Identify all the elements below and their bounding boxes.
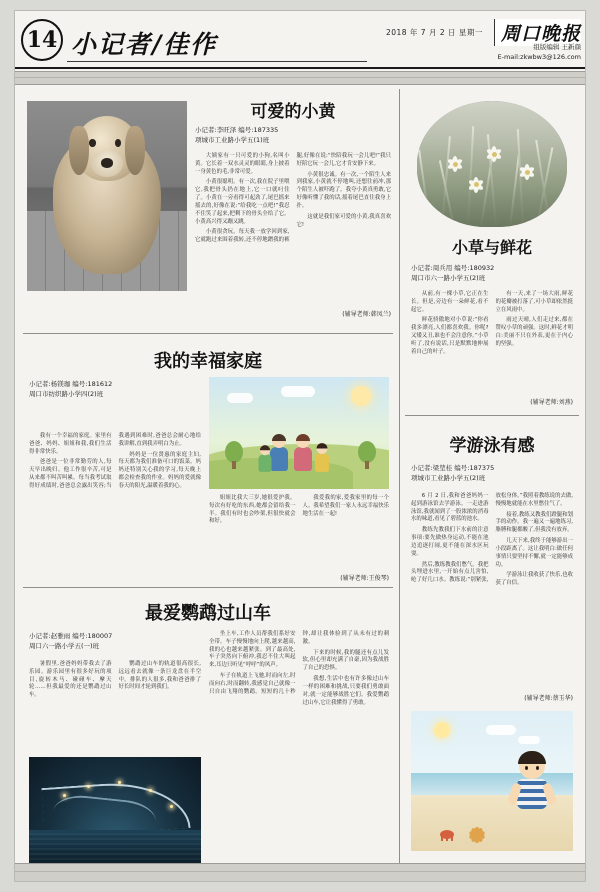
article-coaster-title: 最爱鹦鹉过山车 [145, 603, 271, 624]
masthead-right [386, 19, 581, 46]
newspaper-logo: 周口晚报 [494, 19, 581, 46]
article-swim [405, 419, 579, 875]
article-family [23, 337, 393, 589]
byline-school: 项城市工业路小学五(1)班 [195, 136, 270, 145]
article-family-body-left: 我有一个幸福的家庭。家里有爸爸、妈妈、姐姐和我,我们生活得非常快乐。 爸爸是一位非常勤劳的人,每天早出晚归。他工作很辛苦,可是从来都不叫苦叫累。每当我考试取得好成绩时,爸爸总会露出笑容;当我遇到困难时,爸爸总会耐心地给我讲解,直到我弄明白为止。 妈妈是一位贤惠的家庭主妇,每天都为我们准备可口的饭菜。妈妈还特别关心我的学习,每天晚上都会检查我的作业。妈妈的爱就像春天的阳光,温暖着我的心。 [29, 433, 201, 489]
article-dog-title: 可爱的小黄 [250, 102, 336, 122]
article-divider [405, 415, 579, 416]
masthead-credits [498, 43, 582, 63]
coaster-photo [29, 757, 201, 865]
page-title: 小记者/佳作 [71, 30, 218, 59]
flowers-photo [417, 101, 567, 227]
article-grass-title: 小草与鲜花 [451, 238, 532, 257]
article-family-body-right: 姐姐比我大三岁,她很爱护我。每次有好吃的东西,她都会留给我一半。我们有时也会吵架,但很快就会和好。 我爱我的家,爱我家里的每一个人。我希望我们一家人永远幸福快乐地生活在一起! [209, 495, 389, 525]
masthead [15, 11, 585, 69]
article-swim-credit: (辅导老师:蔡玉华) [524, 695, 573, 702]
article-grass-body: 从前,有一棵小草,它正在生长。但是,旁边有一朵鲜花,看不起它。 鲜花骄傲地对小草说:“你看我多漂亮,人们都喜欢我。你呢?又矮又丑,谁也不会注意你。”小草听了,没有说话,只是默默地伸展着自己的叶子。 有一天,来了一场大雨,鲜花的花瓣被打落了,可小草却依然挺立在风雨中。 雨过天晴,人们走过来,都在赞叹小草的顽强。这时,鲜花才明白:美丽不只在外表,更在于内心的坚强。 [411, 291, 573, 355]
byline-reporter: 小记者:杨镁珈 编号:181612 [29, 380, 113, 388]
byline-school: 项城市工业路小学五(2)班 [411, 474, 486, 483]
article-family-title: 我的幸福家庭 [154, 351, 262, 372]
byline-reporter: 小记者:赵雅雨 编号:180007 [29, 632, 113, 640]
decorative-band-top [15, 71, 585, 85]
byline-reporter: 小记者:梁堃桂 编号:187375 [411, 464, 495, 472]
article-family-credit: (辅导老师:王俊琴) [340, 575, 389, 582]
article-family-byline [29, 379, 199, 400]
right-column [405, 89, 579, 875]
article-dog [23, 89, 393, 337]
email-line: E-mail:zkwbw3@126.com [497, 52, 581, 61]
article-coaster-body-a: 暑假里,爸爸妈妈带我去了游乐园。游乐园里有很多好玩的项目,旋转木马、碰碰车、摩天轮……但我最爱的还是鹦鹉过山车。 鹦鹉过山车的轨道很高很长,远远看去就像一条巨龙盘在半空中。排队的人很多,我和爸爸排了好长时间才轮到我们。 [29, 661, 201, 699]
article-dog-body: 大姨家有一只可爱的小狗,名叫小黄。它长着一双水灵灵的眼睛,身上披着一身黄色的毛,非常可爱。 小黄很聪明。有一次,我在院子里喂它,我把骨头扔在地上,它一口就叼住了。小黄在一旁看得可起劲了,尾巴摇来摇去的,好像在说:“给我吃一点吧!”我忍不住笑了起来,把剩下的骨头全给了它。小黄高兴得又蹦又跳。 小黄很贪玩。每天我一放学回到家,它就跑过来围着我转,还不停地蹭我的裤腿,好像在说:“快陪我玩一会儿吧!”我只好陪它玩一会儿,它才肯安静下来。 小黄很忠诚。有一次,一个陌生人来到我家,小黄就不停地叫,还想往前冲,那个陌生人被吓跑了。我夸小黄真勇敢,它好像听懂了我的话,摇着尾巴直往我身上扑。 这就是我们家可爱的小黄,我真喜欢它! [195, 153, 391, 244]
article-swim-title: 学游泳有感 [449, 436, 535, 456]
article-coaster-body-b: 坐上车,工作人员帮我们系好安全带。车子慢慢地向上爬,越来越高,我的心也越来越紧张。到了最高处,车子突然向下俯冲,我忍不住大叫起来,耳边只听见“呼呼”的风声。 车子在轨道上飞驰,时而向左,时而向右,时而翻转,我感觉自己就像一只自由飞翔的鹦鹉。短短的几十秒钟,却让我体验到了从未有过的刺激。 下来的时候,我的腿还有点儿发软,但心里却充满了自豪,因为我战胜了自己的恐惧。 我想,生活中也有许多像过山车一样的困难和挑战,只要我们勇敢面对,就一定能够战胜它们。我爱鹦鹉过山车,它让我懂得了勇敢。 [209, 631, 389, 706]
article-divider [23, 333, 393, 334]
left-column [23, 89, 393, 875]
article-swim-body: 6 月 2 日,我和爸爸妈妈一起到游泳馆去学游泳。一走进游泳馆,我就闻到了一股浓浓的消毒水的味道,看见了碧蓝的池水。 教练先教我们下水前的注意事项:要先做热身运动,不能在池边追逐打闹,更不能在深水区玩耍。 然后,教练教我们憋气。我把头埋进水里,一开始有点儿害怕,呛了好几口水。教练说:“别紧张,放松身体。”我照着教练说的去做,慢慢地就能在水里憋住气了。 接着,教练又教我们蹬腿和划手的动作。我一遍又一遍地练习,胳膊和腿都酸了,但我没有放弃。 几天下来,我终于能够游出一小段距离了。这让我明白:做任何事情只要坚持不懈,就一定能够成功。 学游泳让我收获了快乐,也收获了自信。 [411, 493, 573, 587]
publication-date: 2018 年 7 月 2 日 星期一 [385, 28, 483, 37]
article-dog-credit: (辅导老师:韩凤兰) [342, 311, 391, 318]
article-swim-byline [411, 463, 573, 484]
article-coaster [23, 589, 393, 875]
dog-photo [27, 101, 187, 291]
page-number: 14 [26, 27, 58, 53]
byline-school: 周口市纺织路小学四(2)班 [29, 390, 104, 399]
article-grass-byline [411, 263, 573, 284]
decorative-band-bottom [15, 863, 585, 881]
article-divider [23, 587, 393, 588]
page-content [23, 89, 579, 875]
newspaper-page [14, 10, 586, 882]
article-grass-credit: (辅导老师:刘燕) [530, 399, 573, 406]
column-divider [399, 89, 400, 875]
editor-line: 组版编辑 王新颜 [533, 43, 581, 51]
beach-illustration [411, 711, 573, 851]
family-illustration [209, 377, 389, 489]
byline-school: 周口市六一路小学五(2)班 [411, 274, 486, 283]
byline-reporter: 小记者:周兵用 编号:180932 [411, 264, 495, 272]
title-divider [67, 61, 367, 62]
article-dog-byline [195, 125, 391, 146]
article-coaster-byline [29, 631, 199, 652]
article-grass [405, 89, 579, 419]
byline-school: 周口六一路小学五(一)班 [29, 642, 100, 651]
page-number-badge [21, 19, 65, 63]
byline-reporter: 小记者:李旺泽 编号:187335 [195, 126, 279, 134]
